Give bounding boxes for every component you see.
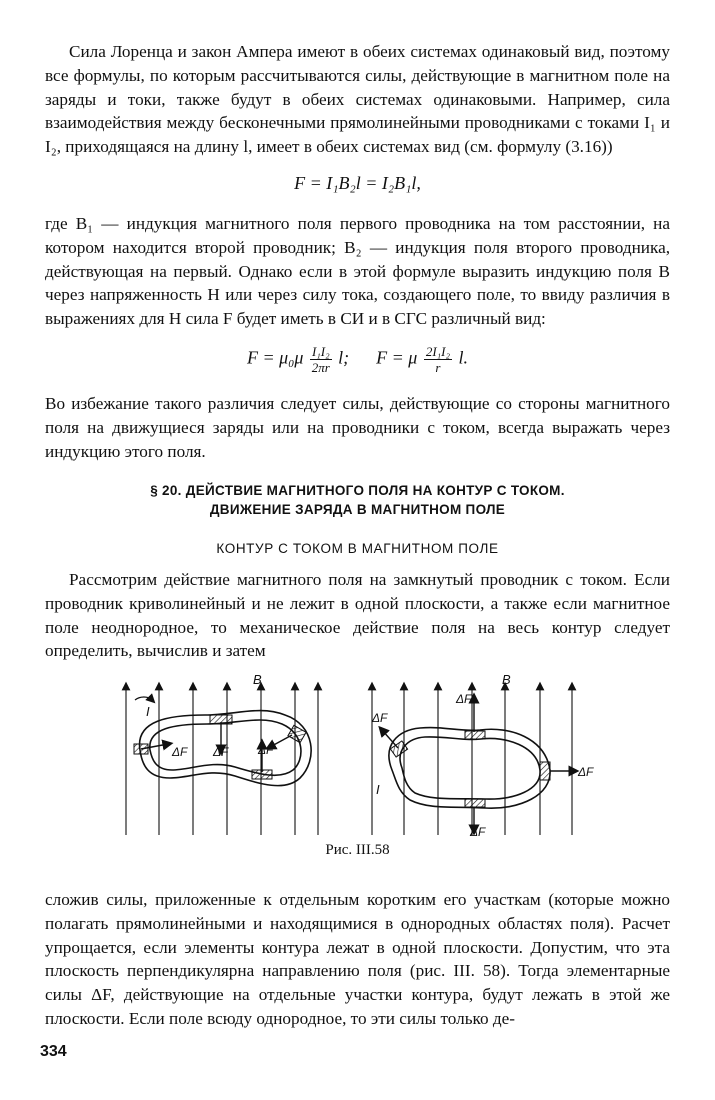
paragraph-4: Рассмотрим действие магнитного поля на замкнутый проводник с током. Если проводник криволинейный и не лежит в одной плоскости, а также если магнитное поле неоднородное, то механическое действие поля на весь контур следует определить, вычислив и затем — [45, 570, 670, 661]
formula-si-right: l; — [338, 347, 350, 368]
left-current-direction-arrow — [135, 697, 152, 700]
formula-cgs-left: F = μ — [376, 347, 418, 368]
left-label-B: B — [253, 672, 262, 687]
right-label-B: B — [502, 672, 511, 687]
right-field-lines — [372, 686, 572, 835]
right-current-loop — [389, 728, 550, 809]
formula-cgs-denominator: r — [435, 360, 441, 375]
left-field-lines — [126, 686, 318, 835]
right-label-dF-1: ΔF — [372, 711, 388, 725]
figure-current-loops — [0, 660, 715, 840]
formula-si-fraction — [310, 344, 332, 375]
left-label-dF-3: ΔF — [258, 743, 274, 757]
right-label-dF-2: ΔF — [456, 692, 472, 706]
left-label-I: I — [146, 704, 150, 719]
paragraph-5: сложив силы, приложенные к отдельным коротким его участкам (которые можно полагать прямолинейными и находящимися в однородных областях поля). Расчет упрощается, если элементы контура лежат в одной плоскости. Допустим, что эта плоскость перпендикулярна направлению поля (рис. III. 58). Тогда элементарные силы ΔF, действующие на отдельные участки контура, будут лежать в этой же плоскости. Если поле всюду однородное, то эти силы только де- — [45, 890, 670, 1028]
formula-si-left: F = μ₀μ — [246, 347, 304, 368]
formula-cgs-right: l. — [458, 347, 469, 368]
right-loop-segments — [390, 731, 550, 807]
left-label-dF-1: ΔF — [172, 745, 188, 759]
section-heading-line-1: § 20. ДЕЙСТВИЕ МАГНИТНОГО ПОЛЯ НА КОНТУР С ТОКОМ. — [150, 483, 565, 498]
right-label-dF-4: ΔF — [470, 825, 486, 839]
right-label-dF-3: ΔF — [578, 765, 594, 779]
formula-force-interaction: F = I₁B₂l = I₂B₁l, — [294, 173, 421, 193]
formula-si-numerator: I₁I₂ — [311, 344, 330, 359]
page-number: 334 — [40, 1043, 67, 1060]
paragraph-2: где B₁ — индукция магнитного поля первого проводника на том расстоянии, на котором находится второй проводник; B₂ — индукция поля второго проводника, действующая на первый. Однако если в этой формуле выразить индукцию поля B через напряженность H или через силу тока, создающего поле, то ввиду различия в выражениях для H сила F будет иметь в СИ и в СГС различный вид: — [45, 214, 670, 329]
left-label-dF-2: ΔF — [213, 745, 229, 759]
formula-si-denominator: 2πr — [311, 360, 330, 375]
formula-cgs-fraction — [424, 344, 452, 375]
formula-cgs-numerator: 2I₁I₂ — [425, 344, 451, 359]
section-heading — [45, 481, 670, 519]
right-label-I: I — [376, 782, 380, 797]
figure-caption: Рис. III.58 — [325, 842, 390, 858]
formula-force-si-cgs — [0, 344, 715, 375]
section-heading-line-2: ДВИЖЕНИЕ ЗАРЯДА В МАГНИТНОМ ПОЛЕ — [209, 502, 506, 517]
paragraph-1: Сила Лоренца и закон Ампера имеют в обеих системах одинаковый вид, поэтому все формулы, по которым рассчитываются силы, действующие в магнитном поле на заряды и токи, также будут в обеих системах одинаковыми. Например, сила взаимодействия между бесконечными прямолинейными проводниками с токами I₁ и I₂, приходящаяся на длину l, имеет в обеих системах вид (см. формулу (3.16)) — [45, 42, 670, 157]
subsection-heading: КОНТУР С ТОКОМ В МАГНИТНОМ ПОЛЕ — [216, 541, 499, 556]
paragraph-3: Во избежание такого различия следует силы, действующие со стороны магнитного поля на движущиеся заряды или на проводники с током, всегда выражать через индукцию этого поля. — [45, 394, 670, 461]
